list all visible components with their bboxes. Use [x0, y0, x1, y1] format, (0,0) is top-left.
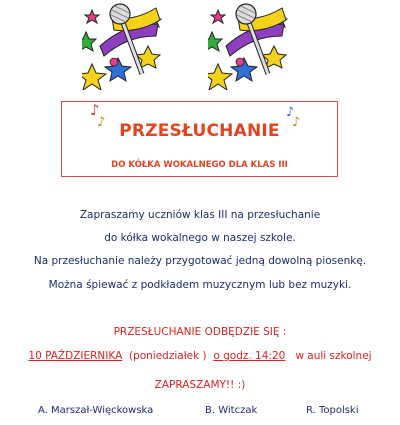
invitation-text: ZAPRASZAMY!! :): [154, 379, 246, 391]
music-note-icon: ♪: [292, 115, 301, 130]
signature-name: R. Topolski: [306, 405, 359, 416]
announcement-details: [0, 350, 400, 362]
announcement-place: w auli szkolnej: [295, 350, 372, 362]
announcement-day: (poniedziałek ): [128, 350, 207, 362]
body-line: do kółka wokalnego w naszej szkole.: [104, 232, 296, 244]
microphone-stars-clipart-right: [208, 2, 288, 90]
signature-name: A. Marszał-Więckowska: [38, 405, 154, 416]
microphone-stars-icon: [208, 2, 288, 90]
title-banner: [61, 101, 338, 177]
body-line: Na przesłuchanie należy przygotować jedną dowolną piosenkę.: [33, 255, 367, 267]
body-line: Zapraszamy uczniów klas III na przesłuchanie: [79, 209, 321, 221]
page-title: PRZESŁUCHANIE: [119, 121, 280, 141]
announcement-time: o godz. 14:20: [213, 350, 286, 362]
body-line: Można śpiewać z podkładem muzycznym lub bez muzyki.: [48, 279, 352, 291]
music-note-icon: ♪: [286, 105, 295, 120]
music-note-icon: ♪: [90, 101, 100, 119]
signature-name: B. Witczak: [205, 405, 258, 416]
microphone-stars-clipart-left: [82, 2, 162, 90]
announcement-heading: PRZESŁUCHANIE ODBĘDZIE SIĘ :: [113, 326, 287, 338]
music-note-icon: ♪: [97, 115, 106, 130]
page-subtitle: DO KÓŁKA WOKALNEGO DLA KLAS III: [111, 160, 288, 170]
announcement-date: 10 PAŹDZIERNIKA: [28, 350, 123, 362]
microphone-stars-icon: [82, 2, 162, 90]
